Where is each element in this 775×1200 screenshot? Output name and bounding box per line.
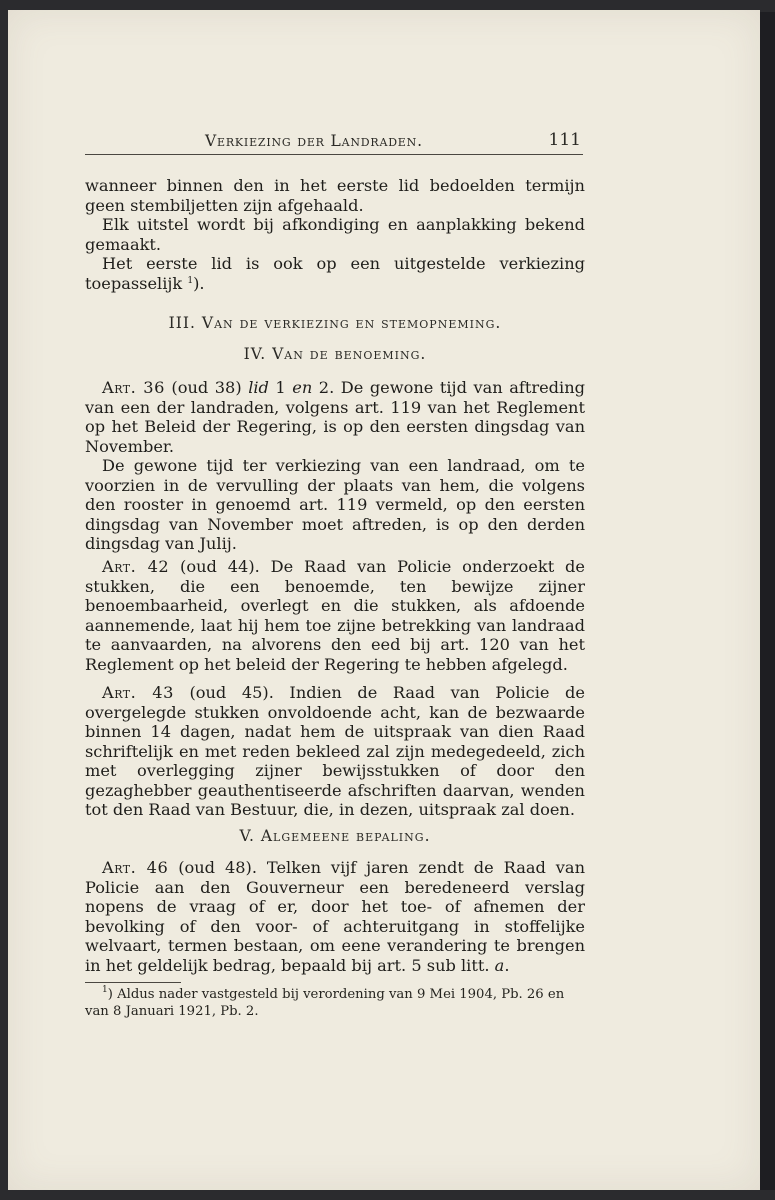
- article-36-ref: (oud 38): [164, 378, 249, 397]
- page-number: 111: [548, 130, 581, 150]
- article-46-end: .: [504, 955, 510, 975]
- footnote-ref: 1: [187, 275, 194, 286]
- footnote-mark: 1: [102, 985, 108, 995]
- article-43: [85, 683, 585, 820]
- article-46-italic: a: [494, 955, 505, 975]
- article-43-text: (oud 45). Indien de Raad van Policie de overgelegde stukken onvoldoende acht, kan de bezwaarde binnen 14 dagen, nadat hem de uitspraak van dien Raad schriftelijk en met reden bekleed zal zijn medegedeeld, zich met overlegging zijner bewijsstukken of door den gezaghebber geauthentiseerde afschriften daarvan, wenden tot den Raad van Bestuur, die, in dezen, uitspraak zal doen.: [85, 683, 585, 819]
- page-header: [85, 128, 583, 156]
- article-46: [85, 858, 585, 975]
- paragraph-continuation: wanneer binnen den in het eerste lid bedoelden termijn geen stembiljetten zijn afgehaald.: [85, 176, 585, 215]
- article-43-label: Art. 43: [102, 683, 174, 702]
- paragraph-eerste-lid: [85, 254, 585, 293]
- article-36-label: Art. 36: [102, 378, 165, 397]
- footnote-text: ) Aldus nader vastgesteld bij verordening van 9 Mei 1904, Pb. 26 en van 8 Januari 1921, Pb. 2.: [85, 987, 565, 1019]
- scan-edge: [760, 12, 775, 1190]
- paragraph-eerste-lid-text: Het eerste lid is ook op een uitgestelde verkiezing toepasselijk: [85, 254, 585, 293]
- running-title: Verkiezing der Landraden.: [205, 132, 423, 150]
- article-36-num: 1: [268, 378, 293, 397]
- section-heading-v: V. Algemeene bepaling.: [239, 827, 431, 845]
- article-36-paragraph-2: De gewone tijd ter verkiezing van een landraad, om te voorzien in de vervulling der plaats van hem, die volgens den rooster in genoemd art. 119 vermeld, op den eersten dingsdag van November moet aftreden, is op den derden dingsdag van Julij.: [85, 456, 585, 553]
- article-42-label: Art. 42: [102, 557, 170, 576]
- article-42-text: (oud 44). De Raad van Policie onderzoekt de stukken, die een benoemde, ten bewijze zijner benoembaarheid, overlegt en die stukken, als afdoende aannemende, laat hij hem toe zijne betrekking van landraad te aanvaarden, na alvorens den eed bij art. 120 van het Reglement op het beleid der Regering te hebben afgelegd.: [85, 557, 585, 674]
- article-36-lid: lid: [248, 378, 269, 397]
- article-36-text: 2. De gewone tijd van aftreding van een der landraden, volgens art. 119 van het Reglement op het Beleid der Regering, is op den eersten dingsdag van November.: [85, 378, 585, 456]
- footnote: [85, 986, 585, 1020]
- section-heading-iii: III. Van de verkiezing en stemopneming.: [168, 314, 502, 332]
- article-36-en: en: [292, 378, 313, 397]
- paragraph-eerste-lid-end: ).: [193, 273, 205, 293]
- article-46-text: (oud 48). Telken vijf jaren zendt de Raad van Policie aan den Gouverneur een beredeneerd verslag nopens de vraag of er, door het toe- of afnemen der bevolking of den voor- of achteruitgang in stoffelijke welvaart, termen bestaan, om eene verandering te brengen in het geldelijk bedrag, bepaald bij art. 5 sub litt.: [85, 858, 585, 975]
- article-42: [85, 557, 585, 674]
- section-heading-iv: IV. Van de benoeming.: [243, 345, 427, 363]
- paragraph-uitstel: Elk uitstel wordt bij afkondiging en aanplakking bekend gemaakt.: [85, 215, 585, 254]
- article-46-label: Art. 46: [102, 858, 169, 877]
- header-rule: [85, 154, 583, 155]
- article-36: [85, 378, 585, 456]
- footnote-rule: [85, 982, 181, 983]
